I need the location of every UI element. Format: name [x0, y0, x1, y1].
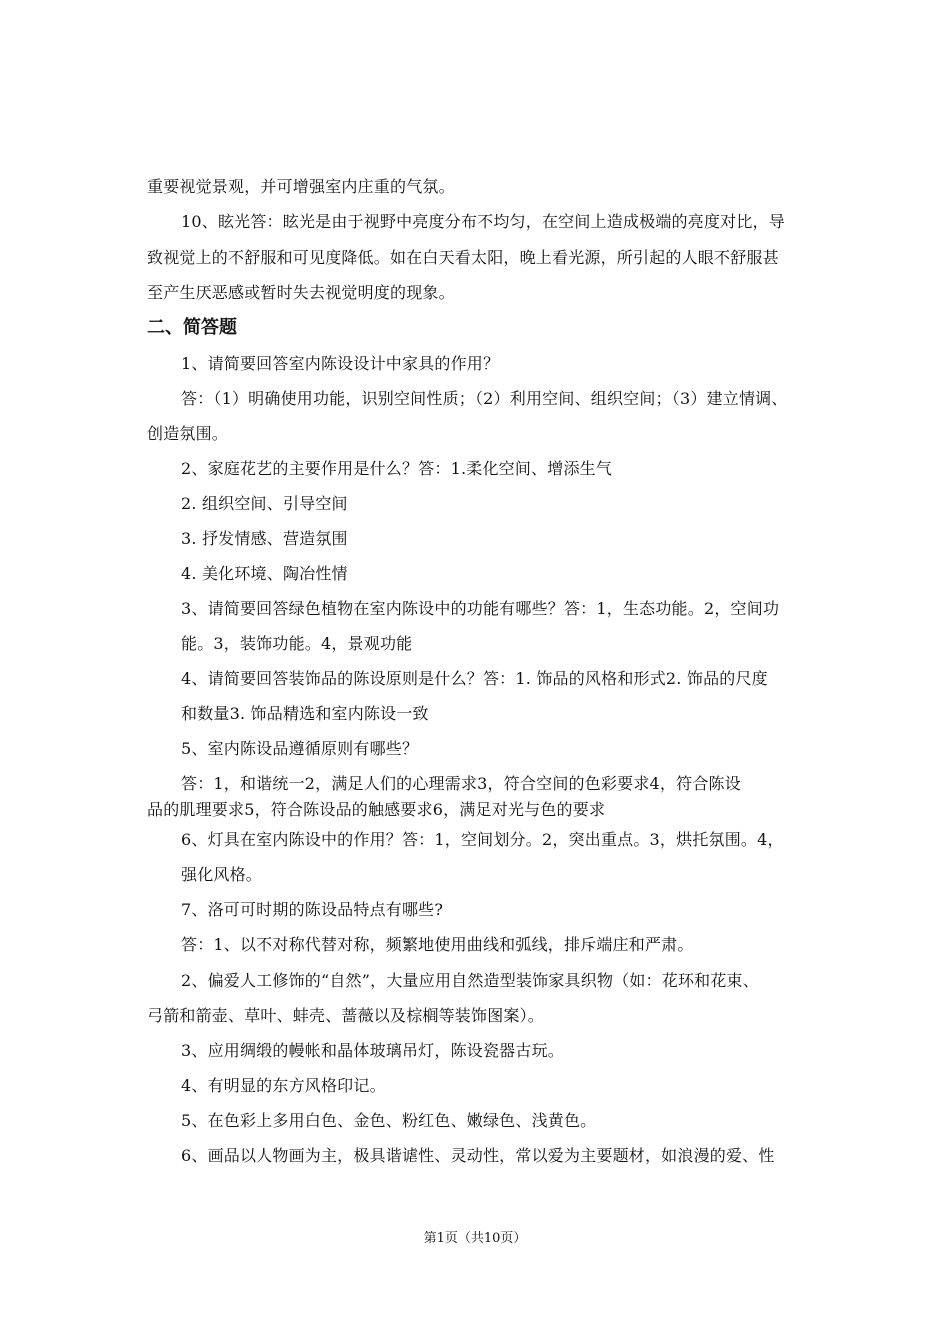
- text-line: 能。3，装饰功能。4，景观功能: [181, 634, 413, 653]
- text-line: 至产生厌恶感或暂时失去视觉明度的现象。: [147, 283, 455, 302]
- text-line: 致视觉上的不舒服和可见度降低。如在白天看太阳，晚上看光源，所引起的人眼不舒服甚: [147, 248, 779, 267]
- text-line: 5、在色彩上多用白色、金色、粉红色、嫩绿色、浅黄色。: [181, 1111, 597, 1130]
- text-line: 1、请简要回答室内陈设设计中家具的作用？: [181, 354, 500, 373]
- text-line: 品的肌理要求5，符合陈设品的触感要求6，满足对光与色的要求: [147, 800, 606, 819]
- text-line: 5、室内陈设品遵循原则有哪些？: [181, 739, 419, 758]
- text-line: 6、灯具在室内陈设中的作用？答：1，空间划分。2，突出重点。3，烘托氛围。4，: [181, 830, 784, 849]
- text-line: 2. 组织空间、引导空间: [181, 494, 348, 513]
- text-line: 和数量3. 饰品精选和室内陈设一致: [181, 704, 429, 723]
- text-line: 创造氛围。: [147, 424, 229, 443]
- text-line: 2、家庭花艺的主要作用是什么？答：1.柔化空间、增添生气: [181, 459, 613, 478]
- text-line: 3. 抒发情感、营造氛围: [181, 529, 348, 548]
- text-line: 4、请简要回答装饰品的陈设原则是什么？答：1. 饰品的风格和形式2. 饰品的尺度: [181, 669, 768, 688]
- section-heading: 二、简答题: [147, 317, 237, 338]
- text-line: 3、请简要回答绿色植物在室内陈设中的功能有哪些？答：1，生态功能。2，空间功: [181, 599, 780, 618]
- text-line: 4、有明显的东方风格印记。: [181, 1076, 386, 1095]
- text-line: 4. 美化环境、陶冶性情: [181, 564, 348, 583]
- text-line: 3、应用绸缎的幔帐和晶体玻璃吊灯，陈设瓷器古玩。: [181, 1041, 564, 1060]
- text-line: 答：1，和谐统一2，满足人们的心理需求3，符合空间的色彩要求4，符合陈设: [181, 774, 741, 793]
- text-line: 重要视觉景观，并可增强室内庄重的气氛。: [147, 177, 455, 196]
- text-line: 答：1、以不对称代替对称，频繁地使用曲线和弧线，排斥端庄和严肃。: [181, 935, 694, 954]
- page-footer: 第1页（共10页）: [423, 1231, 527, 1246]
- text-line: 7、洛可可时期的陈设品特点有哪些?: [181, 900, 444, 919]
- text-line: 弓箭和箭壶、草叶、蚌壳、蔷薇以及棕榈等装饰图案）。: [147, 1006, 545, 1025]
- text-line: 强化风格。: [181, 865, 263, 884]
- text-line: 10、眩光答：眩光是由于视野中亮度分布不均匀，在空间上造成极端的亮度对比，导: [181, 212, 785, 231]
- text-line: 6、画品以人物画为主，极具谐谑性、灵动性，常以爱为主要题材，如浪漫的爱、性: [181, 1146, 775, 1165]
- text-line: 答：（1）明确使用功能，识别空间性质；（2）利用空间、组织空间；（3）建立情调、: [181, 389, 788, 408]
- text-line: 2、偏爱人工修饰的“自然”，大量应用自然造型装饰家具织物（如：花环和花束、: [181, 971, 759, 990]
